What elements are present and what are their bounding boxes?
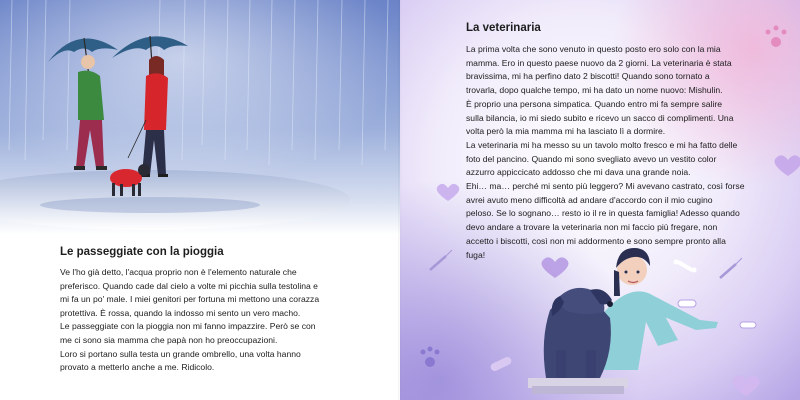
right-page: [400, 0, 800, 400]
left-page-title: Le passeggiate con la pioggia: [60, 246, 224, 258]
left-text-block: [60, 246, 350, 375]
rain-walk-illustration: [0, 0, 400, 235]
right-page-body: La prima volta che sono venuto in questo posto ero solo con la mia mamma. Ero in questo paese nuovo da 2 giorni. La veterinaria è stata bravissima, mi ha perfino dato 2 biscotti! Quando sono tornato a trovarla, dopo qualche tempo, mi ha dato un nome nuovo: Mishulin. È proprio una persona simpatica. Quando entro mi fa sempre salire sulla bilancia, io mi siedo subito e ricevo un sacco di complimenti. Una volta però la mia mamma mi ha lasciato lì a dormire. La veterinaria mi ha messo su un tavolo molto fresco e mi ha fatto delle foto del pancino. Quando mi sono svegliato avevo un vestito color azzurro appiccicato addosso che mi dava una grande noia. Ehi… ma… perché mi sento più leggero? Mi avevano castrato, così forse avrei avuto meno difficoltà ad andare d'accordo con il mio cugino peloso. Se lo sognano… resto io il re in questa famiglia! Adesso quando devo andare a trovare la veterinaria non mi faccio più fregare, non accetto i biscotti, così non mi addormento e sono sempre pronto alla fuga!: [466, 44, 745, 260]
left-page-body: Ve l'ho già detto, l'acqua proprio non è l'elemento naturale che preferisco. Quando cade dal cielo a volte mi picchia sulla testolina e mi fa un po' male. I miei genitori per fortuna mi mettono una corazza protettiva. È rossa, quando la indosso mi sento un vero macho. Le passeggiate con la pioggia non mi fanno impazzire. Però se con me ci sono sia mamma che papà non ho preoccupazioni. Loro si portano sulla testa un grande ombrello, una volta hanno provato a metterlo anche a me. Ridicolo.: [60, 267, 320, 373]
right-text-block: [466, 22, 766, 262]
pill-icon: [740, 322, 756, 328]
black-dog: [544, 288, 613, 378]
pill-icon: [678, 300, 696, 307]
right-page-title: La veterinaria: [466, 22, 541, 34]
book-gutter: [398, 0, 402, 400]
